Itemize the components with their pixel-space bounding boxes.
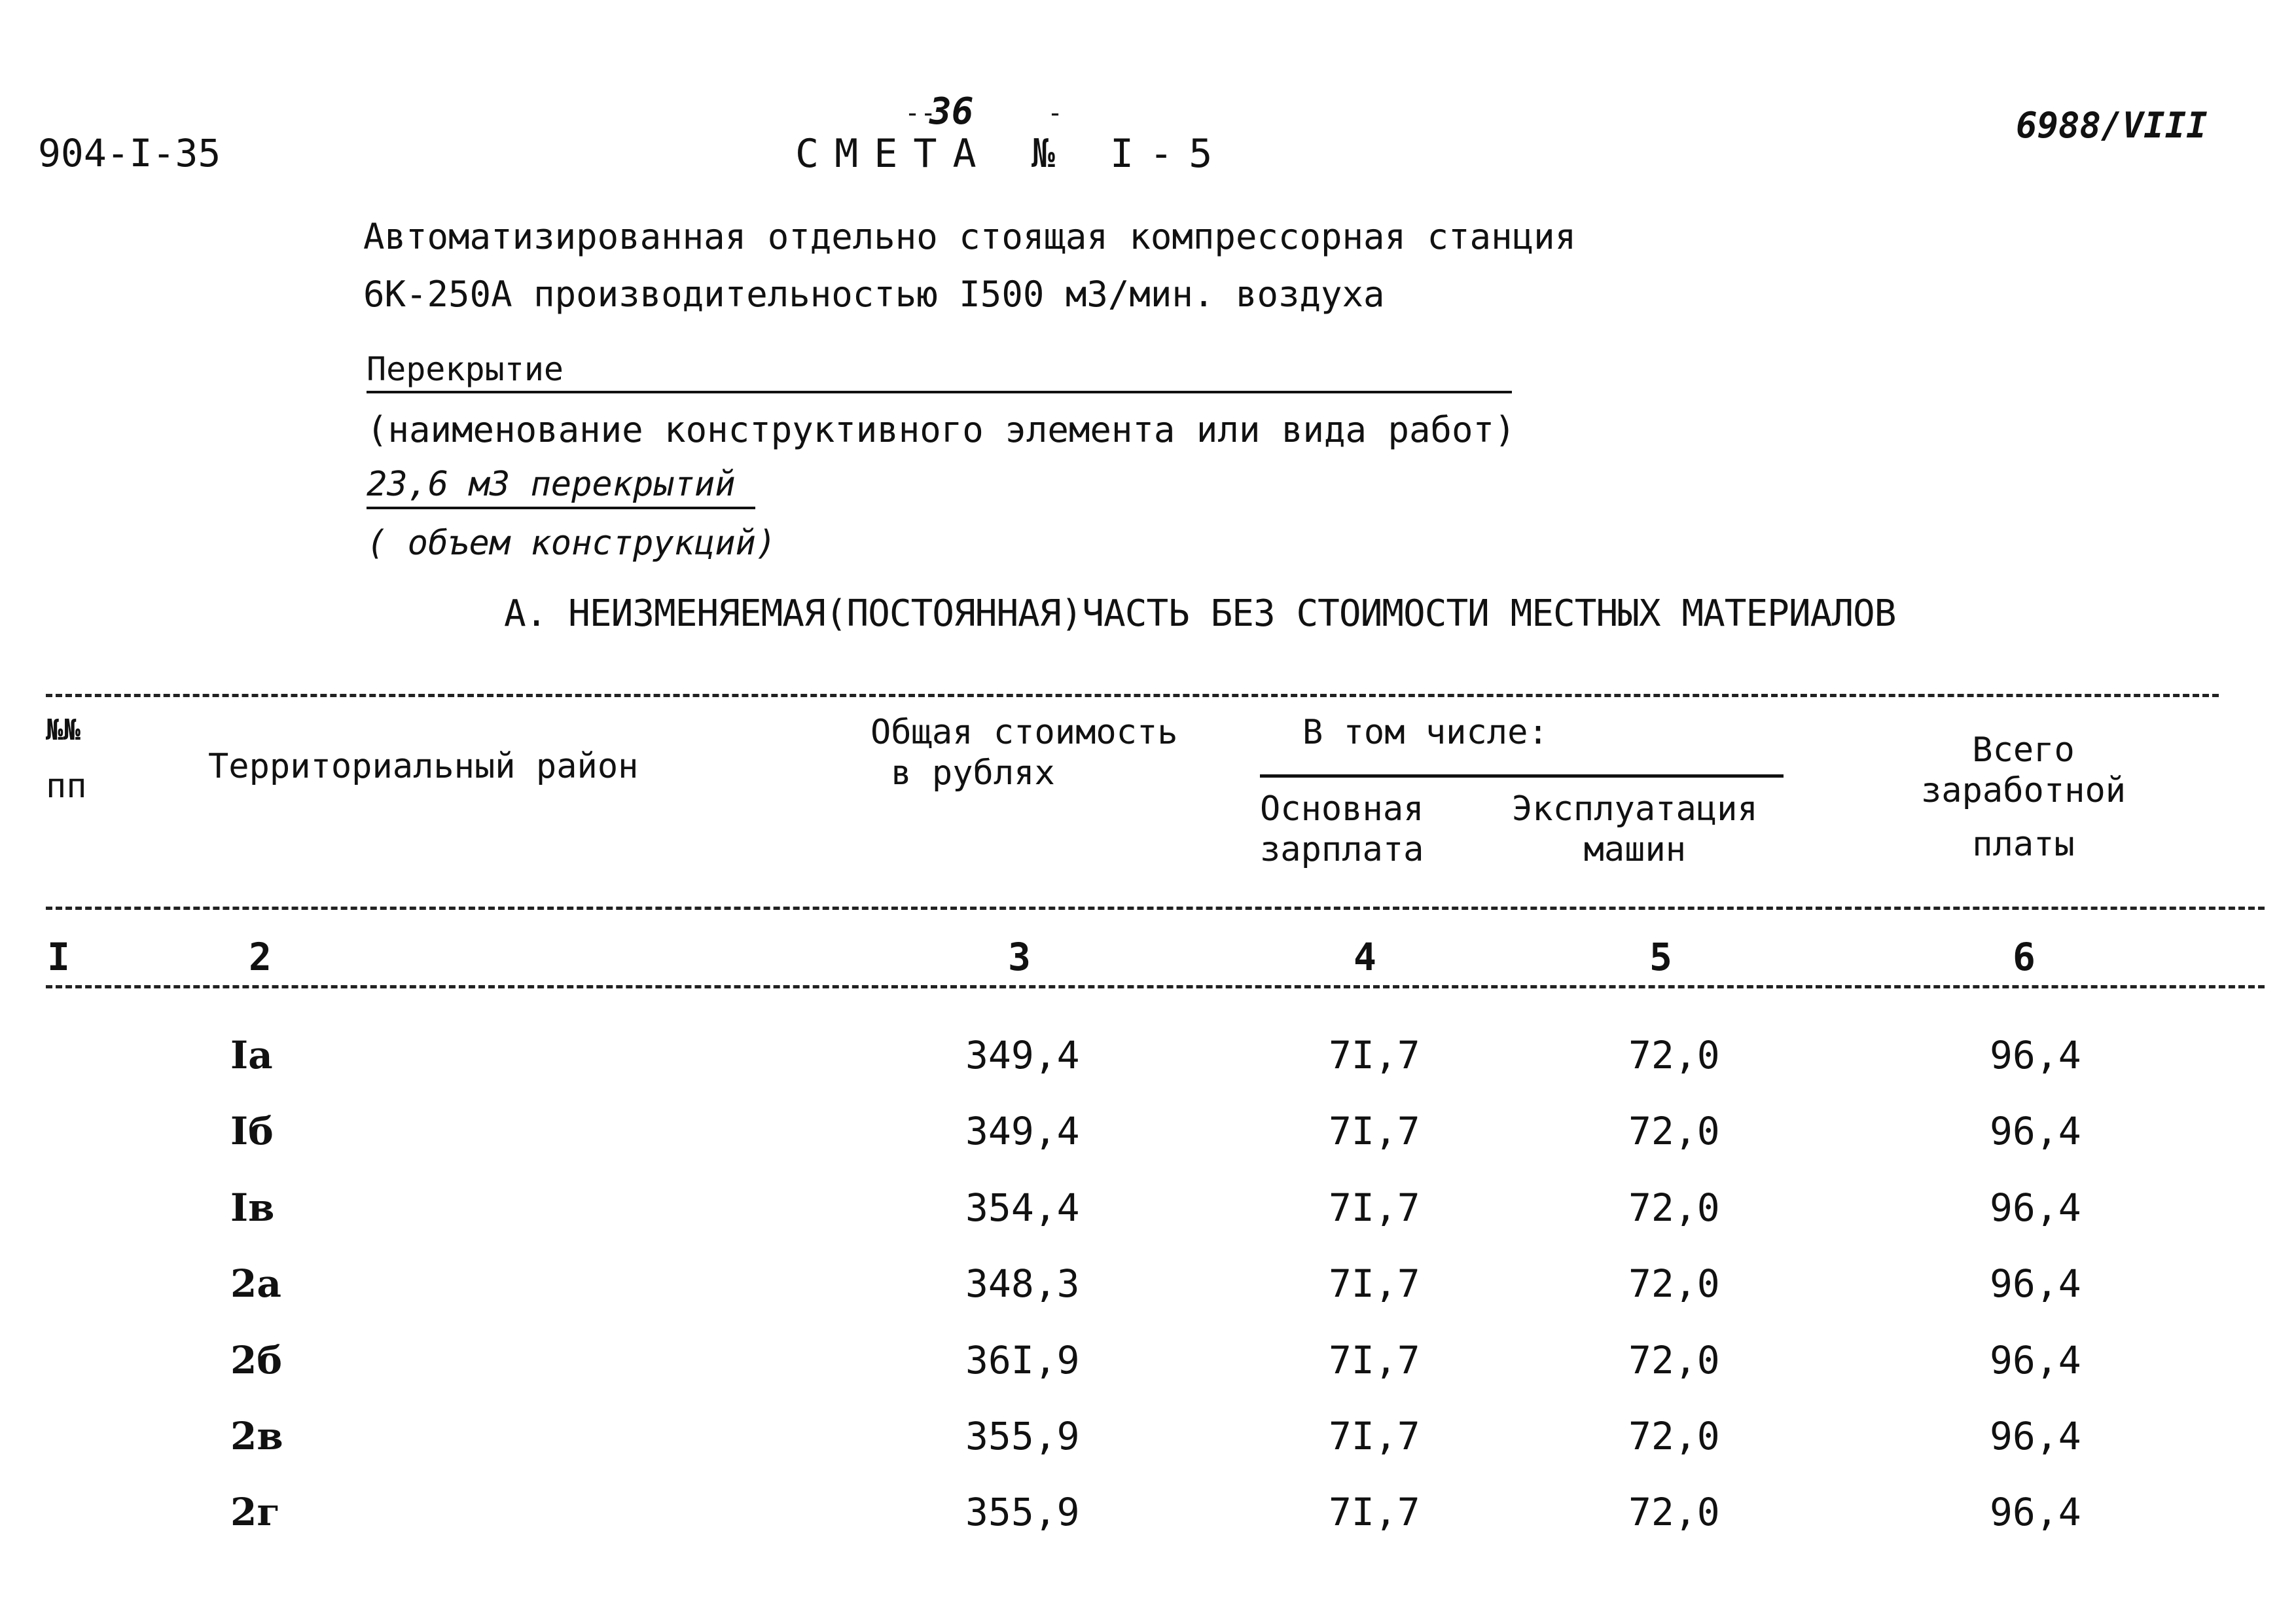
header-col1-line1: №№ [46, 713, 81, 747]
wage-cell: 7I,7 [1329, 1414, 1420, 1458]
header-col6 [1921, 730, 2126, 865]
machines-cell: 72,0 [1628, 1338, 1720, 1382]
column-number: 5 [1649, 935, 1672, 979]
column-number: 3 [1008, 935, 1031, 979]
page-number-dash-right: - [1047, 98, 1064, 128]
object-description-line2: 6К-250А производительностью I500 м3/мин. воздуха [363, 274, 1385, 315]
region-cell: Iб [230, 1109, 274, 1153]
column-number: 6 [2013, 935, 2036, 979]
header-col2: Территориальный район [208, 747, 639, 786]
wage-cell: 7I,7 [1329, 1338, 1420, 1382]
header-col4-line1: Основная [1260, 789, 1424, 829]
total-wage-cell: 96,4 [1990, 1033, 2081, 1077]
section-title: А. НЕИЗМЕНЯЕМАЯ(ПОСТОЯННАЯ)ЧАСТЬ БЕЗ СТОИМОСТИ МЕСТНЫХ МАТЕРИАЛОВ [504, 592, 1896, 635]
total-cost-cell: 348,3 [965, 1261, 1080, 1306]
machines-cell: 72,0 [1628, 1109, 1720, 1153]
total-cost-cell: 349,4 [965, 1033, 1080, 1077]
archive-note: 6988/VIII [2016, 105, 2208, 146]
total-cost-cell: 349,4 [965, 1109, 1080, 1153]
region-cell: 2в [230, 1414, 283, 1458]
page-number: 36 [929, 90, 974, 133]
total-cost-cell: 355,9 [965, 1414, 1080, 1458]
region-cell: Iв [230, 1185, 275, 1230]
machines-cell: 72,0 [1628, 1490, 1720, 1534]
volume-caption: ( объем конструкций) [367, 524, 777, 563]
estimate-title: СМЕТА № I-5 [795, 131, 1229, 177]
header-col3 [870, 712, 1178, 793]
document-code: 904-I-35 [38, 131, 221, 175]
column-number: 4 [1354, 935, 1376, 979]
table-colnum-rule [46, 985, 2265, 988]
region-cell: 2а [230, 1261, 281, 1306]
total-cost-cell: 354,4 [965, 1185, 1080, 1230]
total-wage-cell: 96,4 [1990, 1185, 2081, 1230]
total-wage-cell: 96,4 [1990, 1490, 2081, 1534]
page-number-dash-left: -- [905, 98, 937, 128]
header-col5 [1512, 789, 1758, 870]
total-wage-cell: 96,4 [1990, 1414, 2081, 1458]
total-wage-cell: 96,4 [1990, 1338, 2081, 1382]
wage-cell: 7I,7 [1329, 1261, 1420, 1306]
header-col5-line1: Эксплуатация [1512, 789, 1758, 829]
header-col6-line3: платы [1972, 825, 2075, 864]
header-col6-line1: Всего [1972, 731, 2075, 770]
header-including: В том числе: [1302, 713, 1549, 752]
header-col1-line2: пп [46, 767, 87, 806]
element-name: Перекрытие [367, 350, 1512, 393]
column-number: 2 [249, 935, 272, 979]
element-caption: (наименование конструктивного элемента или вида работ) [367, 409, 1516, 450]
column-number: I [47, 935, 70, 979]
header-col5-line2: машин [1583, 830, 1687, 869]
total-cost-cell: 355,9 [965, 1490, 1080, 1534]
volume-value: 23,6 м3 перекрытий [367, 465, 755, 509]
wage-cell: 7I,7 [1329, 1109, 1420, 1153]
wage-cell: 7I,7 [1329, 1185, 1420, 1230]
machines-cell: 72,0 [1628, 1414, 1720, 1458]
table-header-rule [46, 907, 2265, 910]
including-underline [1260, 774, 1784, 778]
header-col4 [1260, 789, 1424, 870]
wage-cell: 7I,7 [1329, 1490, 1420, 1534]
header-col3-line2: в рублях [870, 753, 1055, 793]
header-col3-line1: Общая стоимость [870, 713, 1178, 752]
header-col6-line2: заработной [1921, 771, 2126, 810]
machines-cell: 72,0 [1628, 1261, 1720, 1306]
object-description-line1: Автоматизированная отдельно стоящая компрессорная станция [363, 216, 1577, 257]
region-cell: Iа [230, 1033, 273, 1077]
total-cost-cell: 36I,9 [965, 1338, 1080, 1382]
total-wage-cell: 96,4 [1990, 1109, 2081, 1153]
region-cell: 2г [230, 1490, 280, 1534]
region-cell: 2б [230, 1338, 283, 1382]
header-col4-line2: зарплата [1260, 830, 1424, 869]
machines-cell: 72,0 [1628, 1033, 1720, 1077]
table-top-rule [46, 694, 2219, 697]
machines-cell: 72,0 [1628, 1185, 1720, 1230]
total-wage-cell: 96,4 [1990, 1261, 2081, 1306]
wage-cell: 7I,7 [1329, 1033, 1420, 1077]
